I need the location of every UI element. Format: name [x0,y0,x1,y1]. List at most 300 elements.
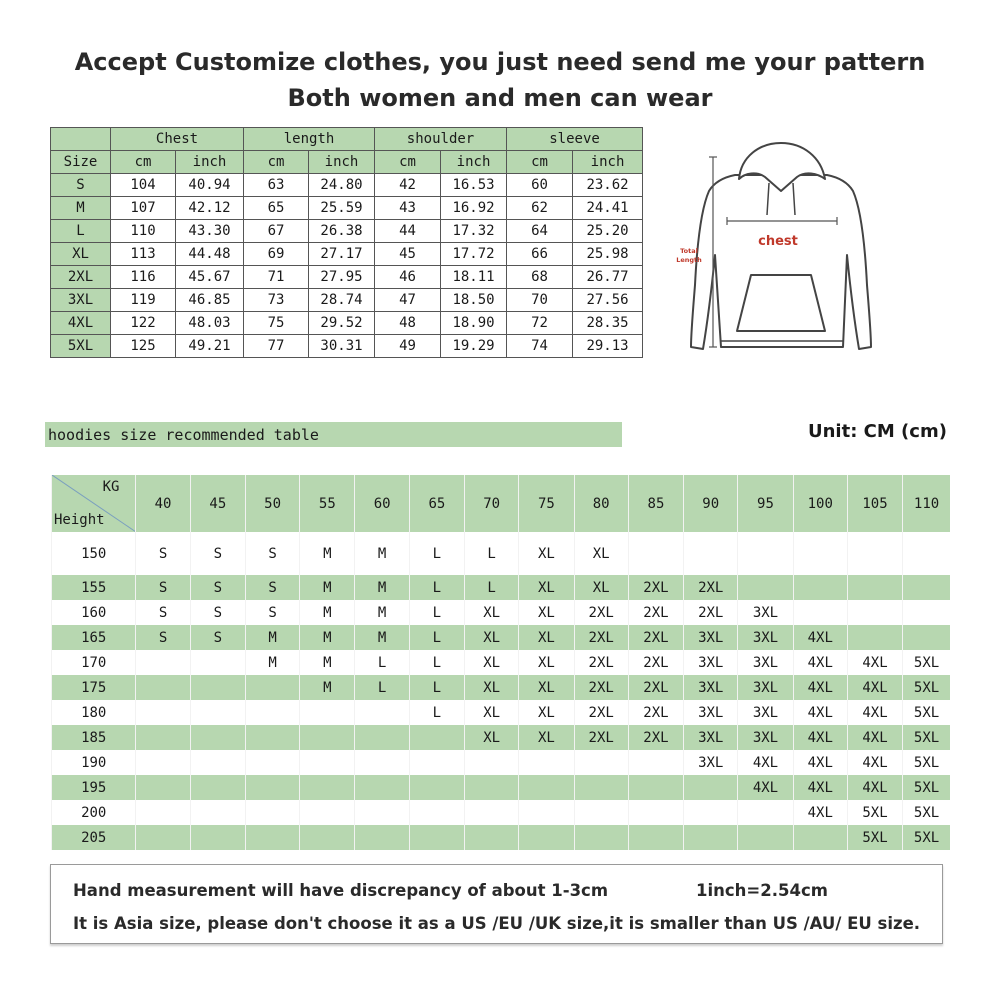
recommended-size-cell: 2XL [574,675,628,700]
recommended-size-cell: 3XL [684,700,738,725]
recommended-size-cell: 4XL [793,775,847,800]
recommended-size-cell [190,800,245,825]
recommended-size-cell [190,650,245,675]
recommended-size-cell [793,600,847,625]
recommended-size-cell: XL [465,700,519,725]
kg-height-corner [52,475,136,532]
recommended-size-cell [903,575,950,600]
height-cell: 170 [52,650,136,675]
measurement-cell: 17.32 [441,220,507,243]
recommended-size-cell: XL [465,675,519,700]
measurement-cell: 48 [375,312,441,335]
recommended-size-cell: 2XL [628,625,683,650]
recommended-size-cell [409,750,464,775]
size-cell: L [51,220,111,243]
recommended-size-cell [300,725,355,750]
recommended-size-cell: 3XL [684,625,738,650]
recommended-size-cell: M [355,532,409,575]
recommended-size-cell: S [245,600,299,625]
recommended-size-cell: L [465,575,519,600]
recommended-size-cell [300,750,355,775]
measurement-cell: 107 [111,197,176,220]
recommended-size-cell: L [409,625,464,650]
recommended-size-cell [300,800,355,825]
size-cell: M [51,197,111,220]
recommended-size-cell: 3XL [738,700,793,725]
height-cell: 165 [52,625,136,650]
weight-header-cell: 105 [847,475,902,532]
recommended-size-cell: 4XL [847,725,902,750]
measurement-cell: 30.31 [309,335,375,358]
recommended-size-cell: 2XL [684,600,738,625]
recommended-size-cell [465,775,519,800]
recommended-size-cell: 2XL [574,625,628,650]
weight-header-cell: 110 [903,475,950,532]
height-cell: 185 [52,725,136,750]
height-row [52,650,951,675]
size-table-unit-header [51,151,643,174]
height-row [52,675,951,700]
measurement-cell: 43 [375,197,441,220]
recommended-size-cell: 2XL [628,650,683,675]
measurement-cell: 48.03 [176,312,244,335]
recommended-size-cell: 5XL [847,825,902,850]
size-row [51,289,643,312]
recommended-size-cell [300,825,355,850]
size-row [51,174,643,197]
recommended-size-cell: S [245,532,299,575]
recommended-size-cell: XL [519,600,574,625]
recommended-size-cell [190,775,245,800]
height-row [52,600,951,625]
recommended-size-cell: 2XL [574,650,628,675]
recommended-table-title: hoodies size recommended table [45,422,622,447]
group-sleeve: sleeve [507,128,643,151]
recommended-size-cell [738,800,793,825]
recommended-size-cell: 4XL [793,700,847,725]
recommended-size-cell [519,775,574,800]
recommended-size-cell: L [409,650,464,675]
recommended-size-cell [355,700,409,725]
size-row [51,220,643,243]
recommended-size-cell [684,775,738,800]
recommended-size-cell [245,675,299,700]
recommended-size-cell: L [465,532,519,575]
weight-header-cell: 85 [628,475,683,532]
weight-header-row [52,475,951,532]
recommended-size-cell: L [409,600,464,625]
height-cell: 155 [52,575,136,600]
recommended-size-cell [847,532,902,575]
recommended-size-cell [245,825,299,850]
size-row [51,266,643,289]
recommended-size-cell: 4XL [847,700,902,725]
measurement-cell: 18.90 [441,312,507,335]
height-row [52,725,951,750]
recommended-size-cell [465,800,519,825]
recommended-size-cell: 5XL [847,800,902,825]
measurement-cell: 28.35 [573,312,643,335]
recommended-size-cell: 4XL [793,750,847,775]
recommended-size-cell: L [409,532,464,575]
measurement-cell: 113 [111,243,176,266]
measurement-cell: 72 [507,312,573,335]
recommended-size-cell [136,775,190,800]
measurement-cell: 19.29 [441,335,507,358]
recommended-size-cell: 5XL [903,675,950,700]
recommended-size-cell: 4XL [847,675,902,700]
measurement-cell: 29.13 [573,335,643,358]
recommended-size-cell: L [409,675,464,700]
recommended-size-cell: 2XL [684,575,738,600]
recommended-size-cell [136,750,190,775]
recommended-size-cell [738,825,793,850]
height-label: Height [54,512,105,528]
kg-label: KG [102,479,120,495]
recommended-size-cell: 3XL [684,650,738,675]
recommended-size-cell [793,825,847,850]
weight-header-cell: 50 [245,475,299,532]
recommended-size-cell [409,825,464,850]
recommended-size-cell [190,675,245,700]
measurement-cell: 66 [507,243,573,266]
measurement-cell: 46 [375,266,441,289]
measurement-cell: 49.21 [176,335,244,358]
recommended-size-cell [136,825,190,850]
recommended-size-cell: XL [519,650,574,675]
recommended-size-cell [574,775,628,800]
recommended-size-cell: S [190,575,245,600]
weight-header-cell: 60 [355,475,409,532]
height-row [52,700,951,725]
total-length-label-2: Length [676,256,702,264]
weight-header-cell: 80 [574,475,628,532]
weight-header-cell: 45 [190,475,245,532]
recommended-size-cell: M [245,650,299,675]
size-row [51,335,643,358]
recommended-size-cell: XL [465,625,519,650]
measurement-cell: 45 [375,243,441,266]
recommended-size-cell: 2XL [628,700,683,725]
recommended-size-cell: L [409,575,464,600]
measurement-cell: 65 [244,197,309,220]
group-length: length [244,128,375,151]
measurement-cell: 73 [244,289,309,312]
recommended-size-cell: S [136,625,190,650]
recommended-size-cell [245,800,299,825]
note-inch-conversion: 1inch=2.54cm [696,881,828,900]
unit-header: inch [441,151,507,174]
recommended-size-cell: L [409,700,464,725]
recommended-size-cell: 4XL [793,625,847,650]
measurement-cell: 44.48 [176,243,244,266]
measurement-cell: 16.92 [441,197,507,220]
weight-header-cell: 90 [684,475,738,532]
unit-label: Unit: CM (cm) [808,421,947,442]
recommended-size-cell: M [300,600,355,625]
recommended-size-cell: XL [519,725,574,750]
recommended-size-cell [793,532,847,575]
recommended-size-cell: M [300,650,355,675]
recommended-size-cell: 5XL [903,650,950,675]
recommended-size-cell [245,775,299,800]
header-line-2: Both women and men can wear [287,84,713,112]
recommended-size-cell: 5XL [903,800,950,825]
measurement-cell: 47 [375,289,441,312]
recommended-size-cell [355,750,409,775]
recommended-size-cell: M [355,625,409,650]
recommended-size-cell: S [136,575,190,600]
recommended-size-cell: 2XL [628,575,683,600]
measurement-cell: 17.72 [441,243,507,266]
recommended-size-cell [684,532,738,575]
measurement-cell: 18.11 [441,266,507,289]
unit-header: cm [244,151,309,174]
recommended-size-cell [465,825,519,850]
recommended-size-cell [136,700,190,725]
measurement-cell: 69 [244,243,309,266]
recommended-size-cell [628,800,683,825]
recommended-size-cell: 2XL [574,600,628,625]
measurement-cell: 116 [111,266,176,289]
size-cell: S [51,174,111,197]
measurement-cell: 18.50 [441,289,507,312]
measurement-cell: 24.80 [309,174,375,197]
recommended-size-cell [300,700,355,725]
recommended-size-cell: M [300,675,355,700]
weight-header-cell: 55 [300,475,355,532]
recommended-size-cell: 4XL [793,650,847,675]
recommended-size-cell: XL [519,675,574,700]
recommended-size-cell: 2XL [628,675,683,700]
recommended-size-cell [793,575,847,600]
measurement-cell: 110 [111,220,176,243]
height-row [52,825,951,850]
recommended-size-cell [847,575,902,600]
recommended-size-cell: XL [574,575,628,600]
recommended-size-cell: M [355,600,409,625]
recommended-size-cell: 4XL [738,750,793,775]
measurement-cell: 122 [111,312,176,335]
measurement-cell: 60 [507,174,573,197]
recommended-size-cell [574,800,628,825]
recommended-size-cell: 4XL [793,675,847,700]
measurement-cell: 62 [507,197,573,220]
recommended-size-cell [519,800,574,825]
recommended-size-cell [684,825,738,850]
size-row [51,197,643,220]
measurement-cell: 28.74 [309,289,375,312]
recommended-size-cell: 3XL [738,675,793,700]
recommended-size-cell [628,532,683,575]
recommended-size-cell [136,650,190,675]
recommended-size-cell: S [190,600,245,625]
recommended-size-cell: 2XL [574,700,628,725]
recommended-size-cell [409,800,464,825]
recommended-size-cell [355,725,409,750]
recommended-size-cell: 3XL [684,675,738,700]
recommended-size-cell: XL [465,725,519,750]
group-chest: Chest [111,128,244,151]
height-cell: 180 [52,700,136,725]
recommended-size-cell: 3XL [738,625,793,650]
recommended-size-cell [628,775,683,800]
size-measurement-table [50,127,643,358]
measurement-cell: 25.59 [309,197,375,220]
measurement-cell: 71 [244,266,309,289]
recommended-size-cell [136,800,190,825]
measurement-cell: 63 [244,174,309,197]
recommended-size-cell [190,825,245,850]
height-cell: 160 [52,600,136,625]
unit-header: cm [375,151,441,174]
recommended-size-cell [355,800,409,825]
recommended-size-cell: XL [519,700,574,725]
measurement-cell: 68 [507,266,573,289]
recommended-size-cell: 5XL [903,750,950,775]
size-column-header: Size [51,151,111,174]
recommended-size-cell: S [136,600,190,625]
recommended-size-cell [684,800,738,825]
recommended-size-cell [847,625,902,650]
unit-header: cm [507,151,573,174]
recommended-size-cell: 2XL [628,725,683,750]
measurement-cell: 44 [375,220,441,243]
measurement-cell: 24.41 [573,197,643,220]
recommended-size-cell [245,750,299,775]
recommended-size-cell: 5XL [903,825,950,850]
height-row [52,625,951,650]
header-line-1: Accept Customize clothes, you just need send me your pattern [74,48,926,76]
measurement-cell: 49 [375,335,441,358]
size-cell: 5XL [51,335,111,358]
recommended-size-cell: 3XL [738,650,793,675]
recommended-size-cell: 4XL [847,650,902,675]
height-cell: 150 [52,532,136,575]
measurement-cell: 45.67 [176,266,244,289]
measurement-cell: 27.56 [573,289,643,312]
recommended-size-cell [300,775,355,800]
chest-label: chest [758,234,798,249]
weight-header-cell: 75 [519,475,574,532]
height-row [52,800,951,825]
size-table-group-header [51,128,643,151]
recommended-size-cell: 5XL [903,725,950,750]
group-shoulder: shoulder [375,128,507,151]
note-box [50,864,943,944]
weight-header-cell: 95 [738,475,793,532]
measurement-cell: 104 [111,174,176,197]
weight-header-cell: 100 [793,475,847,532]
recommended-size-cell [190,750,245,775]
recommended-size-cell [409,775,464,800]
size-cell: 2XL [51,266,111,289]
measurement-cell: 29.52 [309,312,375,335]
recommended-size-cell: 3XL [738,600,793,625]
recommended-size-cell [738,532,793,575]
recommended-size-cell [903,625,950,650]
recommended-size-cell: 4XL [847,775,902,800]
recommended-size-cell [519,750,574,775]
recommended-size-cell [903,600,950,625]
recommended-size-cell: S [190,625,245,650]
recommended-size-cell: L [355,650,409,675]
recommended-size-cell: M [300,532,355,575]
measurement-cell: 70 [507,289,573,312]
recommended-size-cell [465,750,519,775]
size-row [51,312,643,335]
recommended-size-cell: M [355,575,409,600]
recommended-size-cell [628,825,683,850]
recommended-size-cell: 3XL [684,750,738,775]
recommended-size-cell: S [190,532,245,575]
measurement-cell: 46.85 [176,289,244,312]
recommended-size-cell: 2XL [574,725,628,750]
measurement-cell: 74 [507,335,573,358]
height-cell: 175 [52,675,136,700]
recommended-size-cell [355,825,409,850]
measurement-cell: 43.30 [176,220,244,243]
measurement-cell: 42.12 [176,197,244,220]
height-row [52,575,951,600]
recommended-size-cell: 3XL [738,725,793,750]
recommended-size-cell [245,725,299,750]
recommended-size-cell: 5XL [903,700,950,725]
measurement-cell: 25.20 [573,220,643,243]
recommended-size-cell [190,700,245,725]
height-cell: 200 [52,800,136,825]
recommended-size-cell [245,700,299,725]
measurement-cell: 67 [244,220,309,243]
recommended-size-cell: XL [519,532,574,575]
unit-header: inch [176,151,244,174]
height-cell: 205 [52,825,136,850]
measurement-cell: 25.98 [573,243,643,266]
height-row [52,750,951,775]
recommended-size-cell [738,575,793,600]
size-row [51,243,643,266]
recommended-size-cell [903,532,950,575]
size-cell: XL [51,243,111,266]
recommended-size-cell [190,725,245,750]
recommended-size-cell [847,600,902,625]
unit-header: cm [111,151,176,174]
measurement-cell: 125 [111,335,176,358]
measurement-cell: 16.53 [441,174,507,197]
recommended-size-cell: XL [519,575,574,600]
height-weight-table [51,475,950,850]
recommended-size-cell [574,750,628,775]
recommended-size-cell: XL [574,532,628,575]
recommended-size-cell: XL [465,650,519,675]
recommended-size-cell [136,725,190,750]
height-row [52,775,951,800]
recommended-size-cell: XL [465,600,519,625]
total-length-label-1: Total [680,247,698,255]
height-cell: 195 [52,775,136,800]
unit-header: inch [573,151,643,174]
measurement-cell: 64 [507,220,573,243]
measurement-cell: 26.77 [573,266,643,289]
recommended-size-cell: 3XL [684,725,738,750]
recommended-size-cell: 4XL [793,800,847,825]
measurement-cell: 40.94 [176,174,244,197]
recommended-size-cell [574,825,628,850]
measurement-cell: 27.17 [309,243,375,266]
note-discrepancy: Hand measurement will have discrepancy of about 1-3cm [73,881,609,900]
note-asia-size: It is Asia size, please don't choose it as a US /EU /UK size,it is smaller than US /AU/ EU size. [73,914,921,933]
recommended-size-cell [628,750,683,775]
